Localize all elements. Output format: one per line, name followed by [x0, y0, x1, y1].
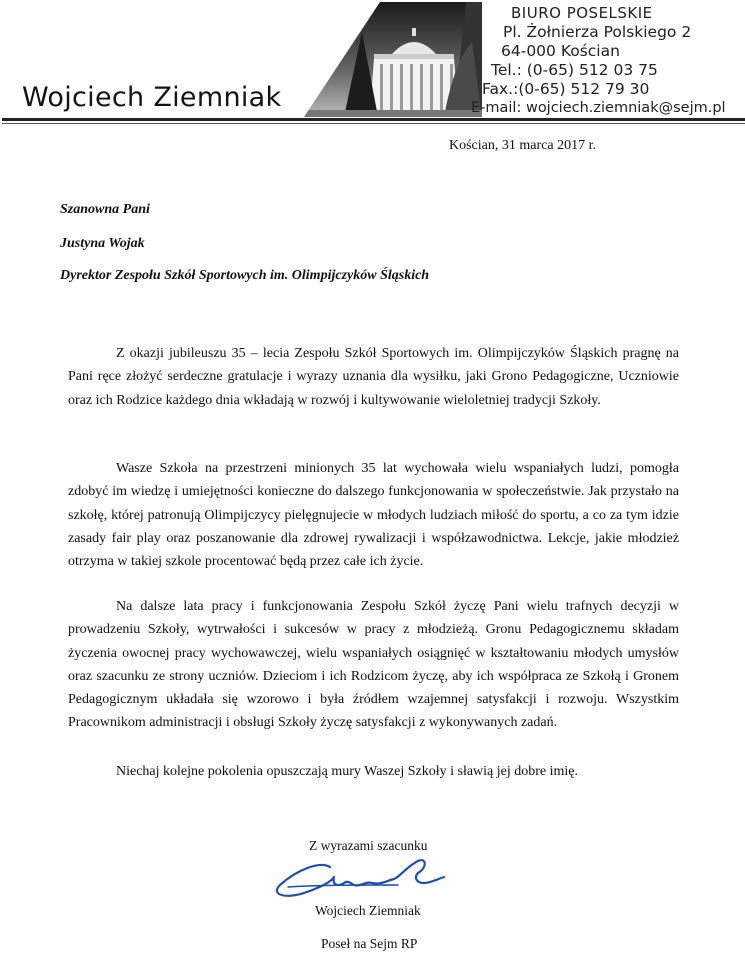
- addressee-salutation: Szanowna Pani: [60, 202, 150, 217]
- office-city: 64-000 Kościan: [501, 42, 620, 60]
- closing-regards: Z wyrazami szacunku: [309, 838, 428, 853]
- body-paragraph: Wasze Szkoła na przestrzeni minionych 35 lat wychowała wielu wspaniałych ludzi, pomogła zdobyć im wiedzę i umiejętności konieczne do dalszego funkcjonowania w społeczeństwie. Jak przystało na szkołę, której patronują Olimpijczycy pielęgnujecie w młodych ludziach miłość do sportu, a co za tym idzie zasady fair play oraz poszanowanie dla zdrowej rywalizacji i współzawodnictwa. Lekcje, jakie młodzież otrzyma w takiej szkole procentować będą przez całe ich życie.: [68, 461, 679, 570]
- letterhead-name: Wojciech Ziemniak: [22, 82, 282, 113]
- addressee-name: Justyna Wojak: [60, 236, 145, 251]
- addressee-position: Dyrektor Zespołu Szkół Sportowych im. Olimpijczyków Śląskich: [60, 268, 430, 283]
- office-title: BIURO POSELSKIE: [511, 4, 653, 22]
- letterhead-divider-thin: [2, 123, 745, 124]
- office-contact-block: [466, 4, 745, 118]
- signer-name: Wojciech Ziemniak: [315, 903, 421, 918]
- body-paragraph: Niechaj kolejne pokolenia opuszczają mury Waszej Szkoły i sławią jej dobre imię.: [116, 764, 579, 779]
- office-fax: Fax.:(0-65) 512 79 30: [482, 80, 650, 98]
- office-phone: Tel.: (0-65) 512 03 75: [491, 61, 658, 79]
- body-paragraph: Na dalsze lata pracy i funkcjonowania Zespołu Szkół życzę Pani wielu trafnych decyzji w prowadzeniu Szkoły, wytrwałości i sukcesów w pracy z młodzieżą. Gronu Pedagogicznemu składam życzenia owocnej pracy wychowawczej, wielu wspaniałych osiągnięć w kształtowaniu młodych umysłów oraz szacunku ze strony uczniów. Dzieciom i ich Rodzicom życzę, aby ich współpraca ze Szkołą i Gronem Pedagogicznym układała się wzorowo i była źródłem wzajemnej satysfakcji i rozwoju. Wszystkim Pracownikom administracji i obsługi Szkoły życzę satysfakcji z wykonywanych zadań.: [68, 599, 679, 731]
- handwritten-signature: [268, 855, 448, 901]
- body-paragraph: Z okazji jubileuszu 35 – lecia Zespołu Szkół Sportowych im. Olimpijczyków Śląskich pragnę na Pani ręce złożyć serdeczne gratulacje i wyrazy uznania dla wysiłku, jaki Grono Pedagogiczne, Uczniowie oraz ich Rodzice każdego dnia wkładają w rozwój i kultywowanie wieloletniej tradycji Szkoły.: [68, 346, 679, 408]
- sejm-building-photo: [304, 2, 482, 117]
- office-email: E-mail: wojciech.ziemniak@sejm.pl: [471, 100, 726, 116]
- office-street: Pl. Żołnierza Polskiego 2: [503, 23, 692, 41]
- letter-date: Kościan, 31 marca 2017 r.: [449, 138, 596, 153]
- signer-title: Poseł na Sejm RP: [321, 936, 418, 951]
- letterhead-divider: [2, 118, 745, 121]
